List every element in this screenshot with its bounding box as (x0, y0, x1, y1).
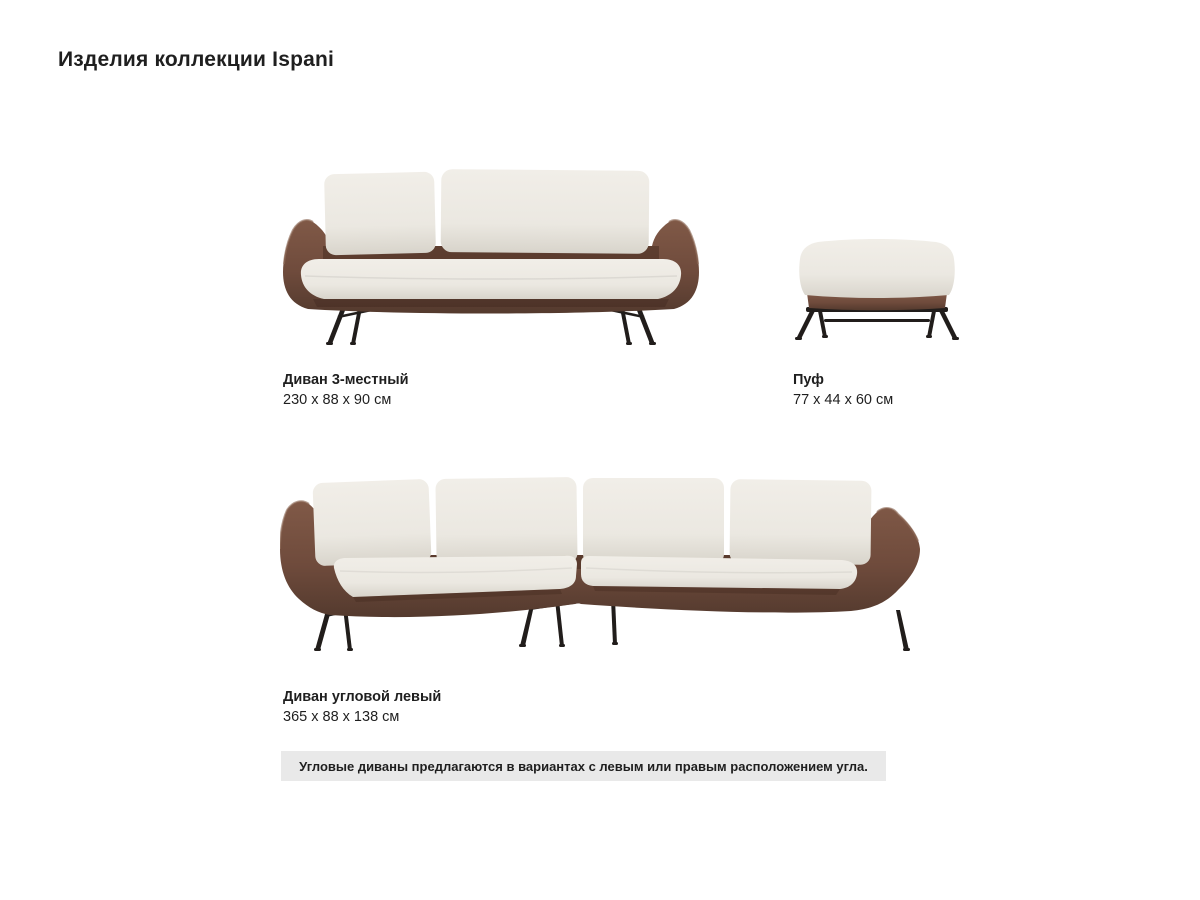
product-label-sofa-3seat (283, 371, 409, 410)
pouf-cushion (799, 239, 955, 298)
sofa-3seat-illustration (283, 158, 699, 348)
corner-back-cushions (312, 477, 871, 566)
note-banner (281, 751, 886, 781)
product-label-pouf (793, 371, 893, 410)
product-name: Диван угловой левый (283, 689, 442, 705)
product-name: Диван 3-местный (283, 372, 409, 388)
product-name: Пуф (793, 372, 824, 388)
back-cushions (324, 169, 649, 255)
product-dimensions: 77 x 44 x 60 см (793, 392, 894, 408)
product-image-pouf (792, 238, 962, 343)
sofa-corner-illustration (280, 468, 920, 658)
product-dimensions: 365 x 88 x 138 см (283, 709, 400, 725)
sofa-legs (326, 308, 656, 345)
product-image-sofa-corner (280, 468, 920, 658)
note-text: Угловые диваны предлагаются в вариантах с левым или правым расположением угла. (299, 758, 868, 774)
page-title: Изделия коллекции Ispani (58, 48, 335, 71)
product-dimensions: 230 x 88 x 90 см (283, 392, 392, 408)
product-image-sofa-3seat (283, 158, 699, 348)
product-label-sofa-corner (283, 688, 441, 727)
pouf-illustration (792, 238, 962, 343)
